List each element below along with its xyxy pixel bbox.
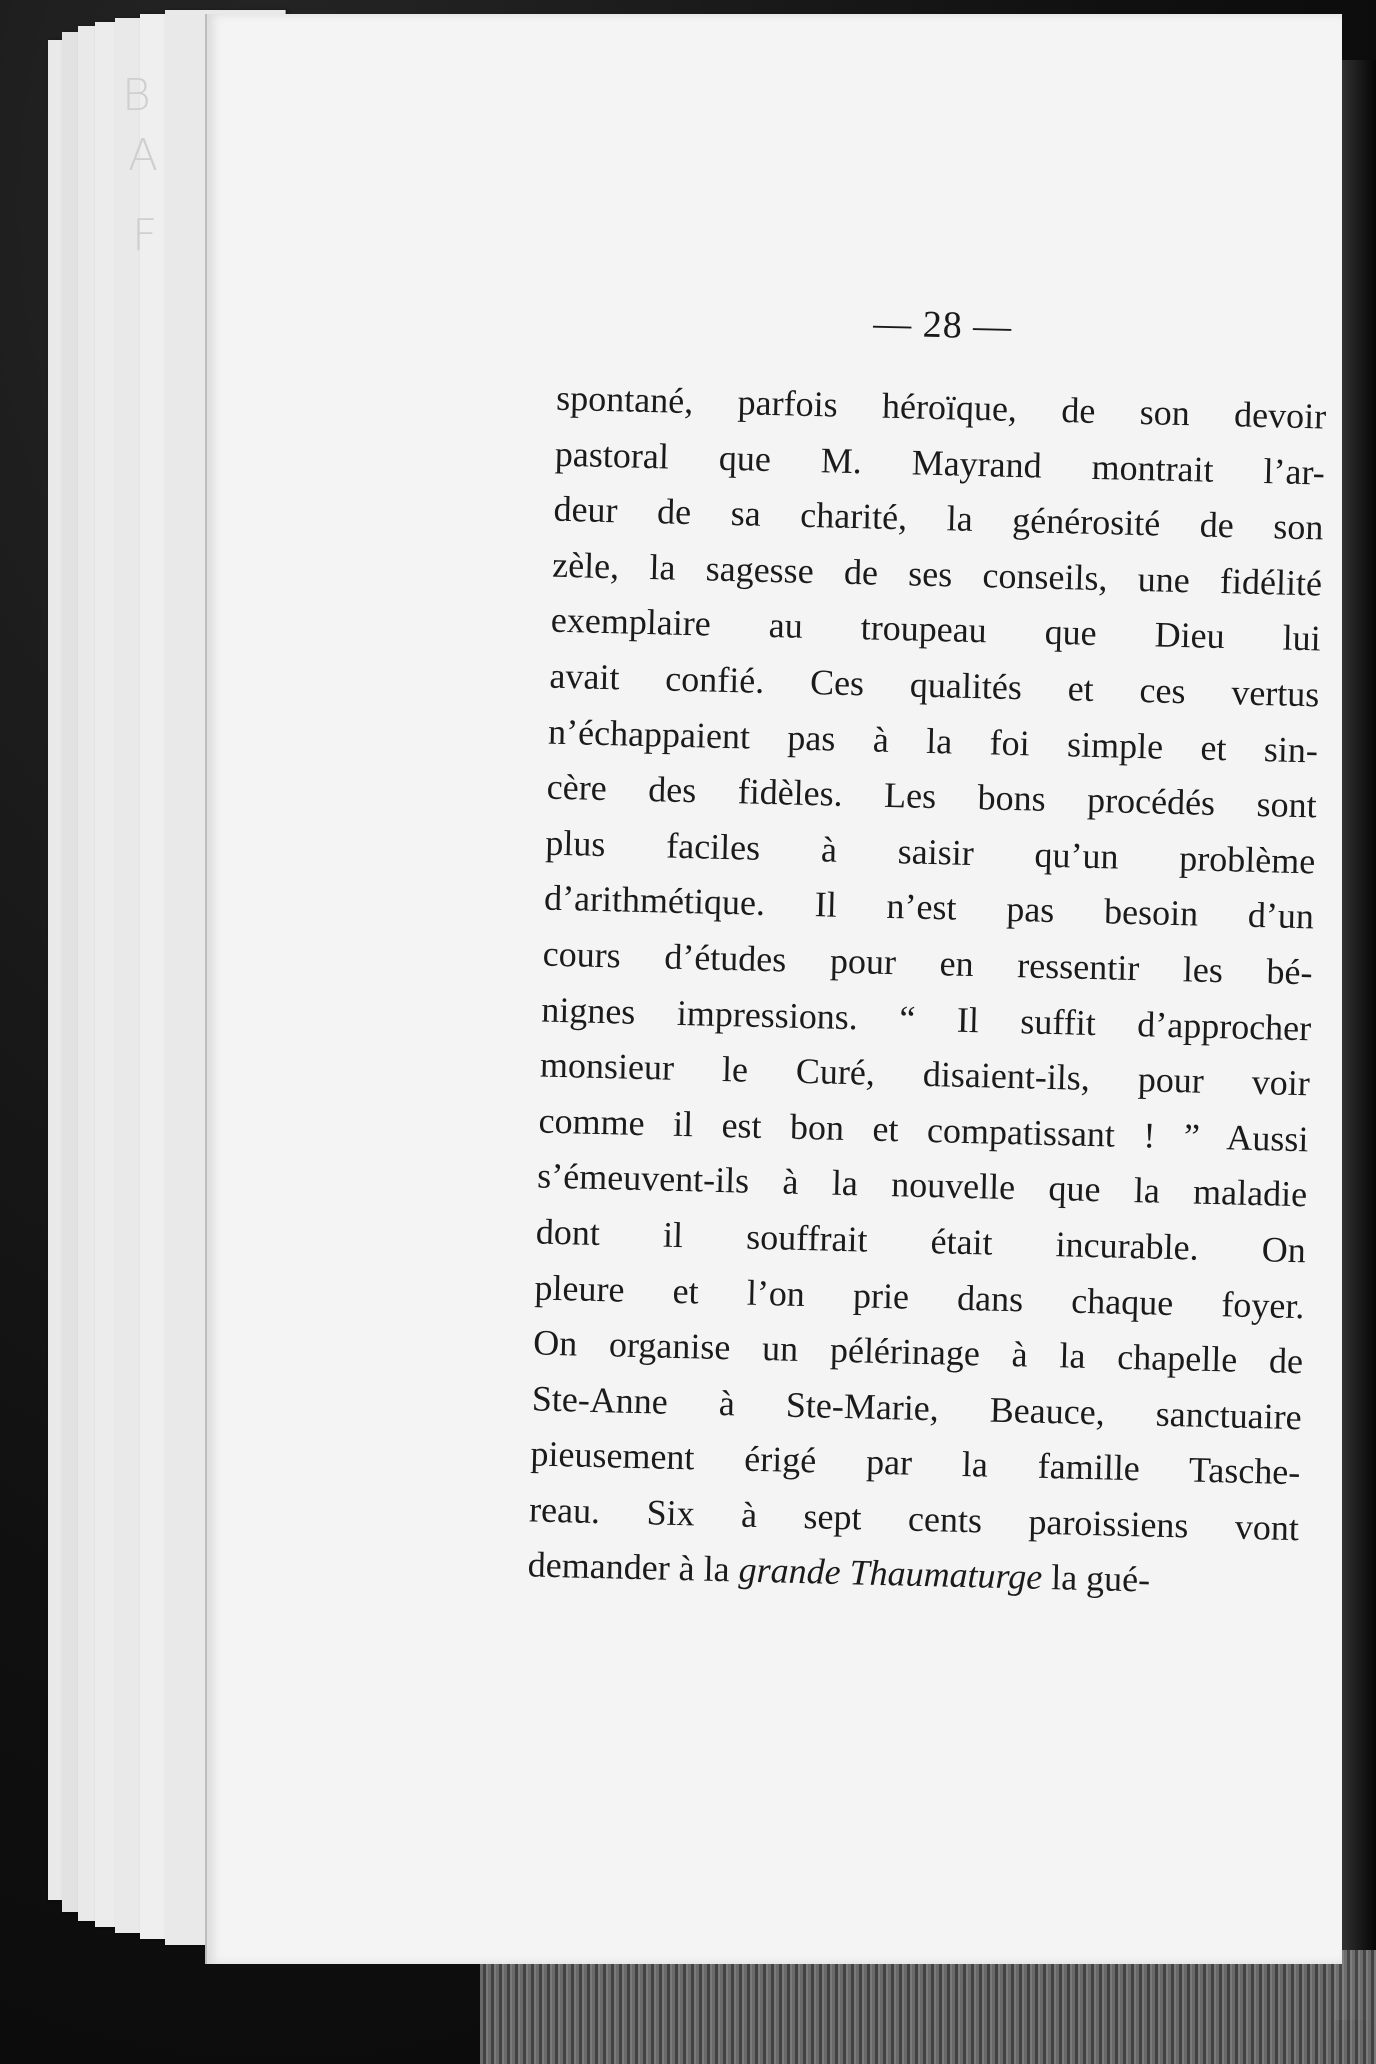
text-line: cère des fidèles. Les bons procédés sont: [546, 766, 1318, 826]
text-line: zèle, la sagesse de ses conseils, une fidélité: [551, 544, 1323, 604]
text-line: exemplaire au troupeau que Dieu lui: [550, 600, 1322, 659]
text-line: dont il souffrait était incurable. On: [535, 1211, 1307, 1271]
text-line: s’émeuvent-ils à la nouvelle que la maladie: [536, 1155, 1308, 1215]
text-line: pieusement érigé par la famille Tasche-: [530, 1433, 1301, 1493]
margin-handwriting-a: A: [128, 130, 159, 181]
text-line: spontané, parfois héroïque, de son devoir: [555, 377, 1327, 437]
last-line-start: demander à la: [527, 1544, 740, 1590]
italic-phrase: grande Thaumaturge: [738, 1549, 1043, 1598]
text-line: deur de sa charité, la générosité de son: [553, 488, 1324, 548]
text-line: On organise un pélérinage à la chapelle de: [532, 1322, 1304, 1382]
last-line-end: la gué-: [1041, 1557, 1151, 1601]
text-line: cours d’études pour en ressentir les bé-: [542, 933, 1314, 993]
text-line: plus faciles à saisir qu’un problème: [544, 822, 1316, 882]
margin-handwriting-b: B: [122, 70, 151, 121]
margin-handwriting-f: F: [132, 210, 158, 261]
text-line: nignes impressions. “ Il suffit d’approcher: [540, 989, 1312, 1048]
text-line: Ste-Anne à Ste-Marie, Beauce, sanctuaire: [531, 1378, 1303, 1437]
text-line: avait confié. Ces qualités et ces vertus: [549, 655, 1320, 715]
body-text: [527, 371, 1327, 1613]
text-line: monsieur le Curé, disaient-ils, pour voir: [539, 1044, 1311, 1104]
page-number: — 28 —: [872, 302, 1013, 348]
text-line: pastoral que M. Mayrand montrait l’ar-: [554, 433, 1326, 493]
book-page: [205, 14, 1342, 1964]
page-content: [183, 0, 1365, 1975]
text-line: n’échappaient pas à la foi simple et sin-: [547, 711, 1319, 770]
text-line: reau. Six à sept cents paroissiens vont: [528, 1489, 1300, 1549]
text-line: d’arithmétique. Il n’est pas besoin d’un: [543, 877, 1315, 937]
text-line: pleure et l’on prie dans chaque foyer.: [534, 1266, 1305, 1326]
text-line: comme il est bon et compatissant ! ” Aussi: [538, 1100, 1309, 1160]
